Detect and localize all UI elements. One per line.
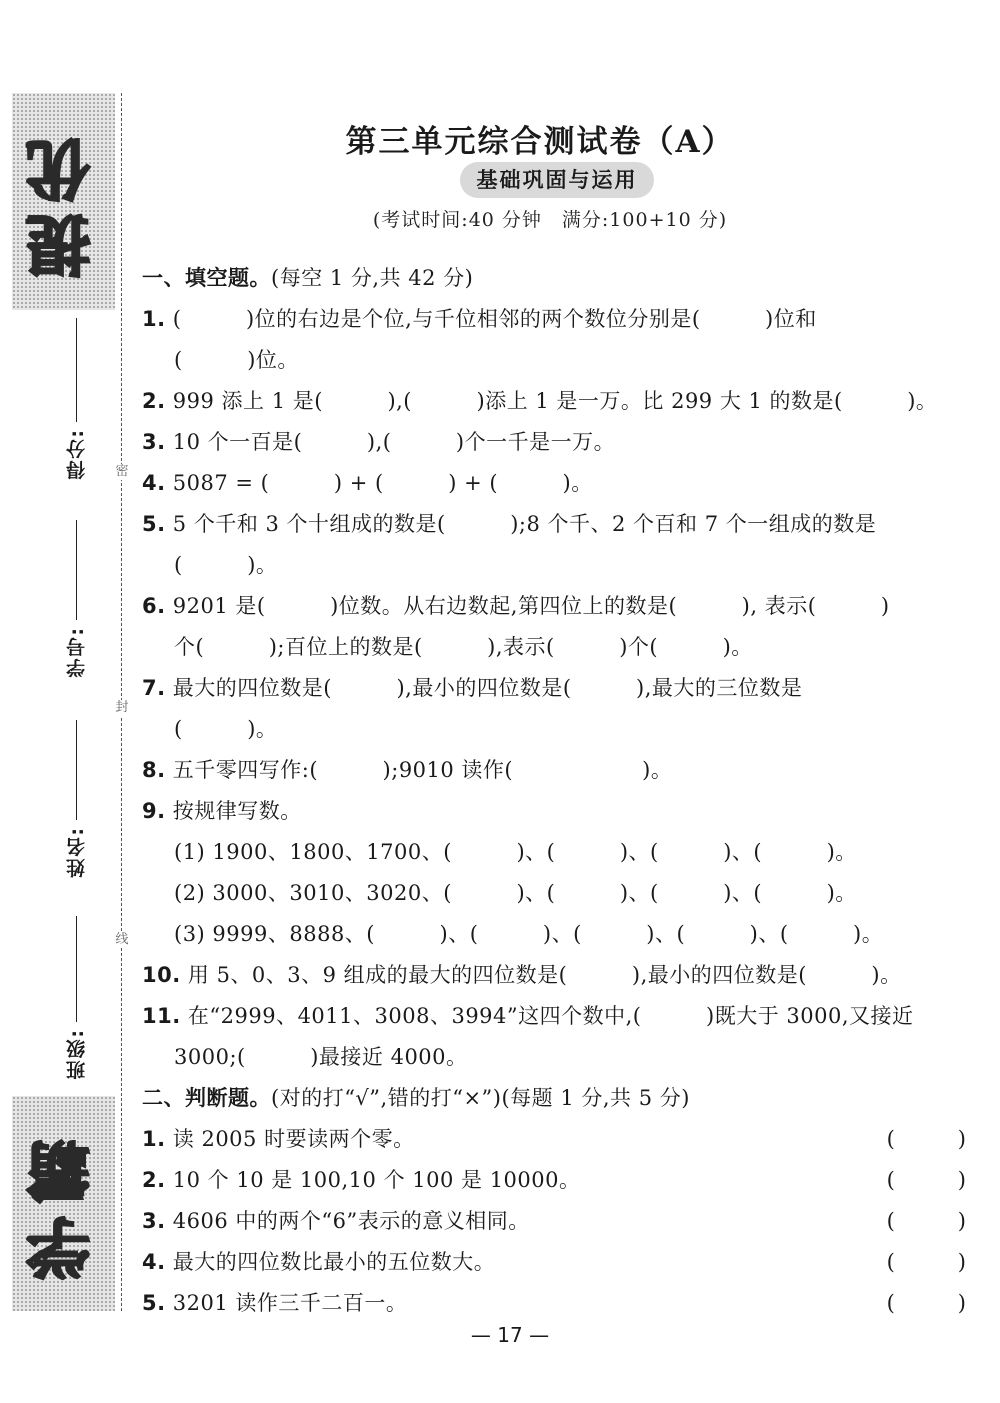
question-number: 1. [142,307,166,331]
class-blank-line [76,916,77,1022]
student-id-blank-line [76,520,77,620]
question-11 [142,996,970,1037]
question-number: 6. [142,594,166,618]
section1-title: 一、填空题。 [142,266,271,290]
page-title: 第三单元综合测试卷（A） [345,124,735,160]
score-label: 得分: [65,428,88,480]
judge-question-4 [142,1242,970,1283]
exam-meta: (考试时间:40 分钟 满分:100+10 分) [372,209,728,231]
question-number: 5. [142,512,166,536]
question-1-cont: ( )位。 [174,348,299,372]
question-5-cont: ( )。 [174,553,278,577]
question-number: 5. [142,1291,166,1315]
judge-question-1 [142,1119,970,1160]
section2-heading [142,1078,970,1119]
question-6 [142,586,970,627]
question-9-item-2: (2) 3000、3010、3020、( )、( )、( )、( )。 [174,881,857,905]
judge-question-2 [142,1160,970,1201]
banner-top-text: 提优 [26,125,101,278]
question-7-cont: ( )。 [174,717,278,741]
name-field[interactable] [58,720,94,884]
question-text: 在“2999、4011、3008、3994”这四个数中,( )既大于 3000,又接近 [187,1004,914,1028]
question-text: 10 个 10 是 100,10 个 100 是 10000。 [172,1168,581,1192]
question-text: 999 添上 1 是( ),( )添上 1 是一万。比 299 大 1 的数是( )。 [172,389,938,413]
subtitle-badge [460,162,654,198]
question-number: 2. [142,389,166,413]
student-info-column [58,318,94,1093]
student-id-label: 学号: [65,626,88,678]
section1-note: (每空 1 分,共 42 分) [271,266,474,290]
question-text: 用 5、0、3、9 组成的最大的四位数是( ),最小的四位数是( )。 [187,963,902,987]
banner-top [12,93,115,310]
judge-question-3 [142,1201,970,1242]
exam-content [142,258,970,1324]
question-number: 1. [142,1127,166,1151]
question-number: 8. [142,758,166,782]
question-3 [142,422,970,463]
question-5 [142,504,970,545]
question-number: 4. [142,1250,166,1274]
question-text: 最大的四位数比最小的五位数大。 [172,1250,496,1274]
question-text: 10 个一百是( ),( )个一千是一万。 [172,430,616,454]
seal-char-feng: 封 [115,700,129,715]
question-4 [142,463,970,504]
question-text: ( )位的右边是个位,与千位相邻的两个数位分别是( )位和 [172,307,817,331]
question-8 [142,750,970,791]
page-number: — 17 — [470,1323,550,1347]
section2-note: (对的打“√”,错的打“×”)(每题 1 分,共 5 分) [271,1086,690,1110]
name-blank-line [76,720,77,820]
question-text: 最大的四位数是( ),最小的四位数是( ),最大的三位数是 [172,676,803,700]
student-id-field[interactable] [58,520,94,684]
question-9 [142,791,970,832]
section2-title: 二、判断题。 [142,1086,271,1110]
question-text: 五千零四写作:( );9010 读作( )。 [172,758,673,782]
seal-char-mi: 密 [115,464,129,479]
answer-paren[interactable]: ( ) [886,1291,966,1315]
section1-heading [142,258,970,299]
answer-paren[interactable]: ( ) [886,1127,966,1151]
question-9-item-1: (1) 1900、1800、1700、( )、( )、( )、( )。 [174,840,857,864]
question-text: 按规律写数。 [172,799,302,823]
answer-paren[interactable]: ( ) [886,1250,966,1274]
class-label: 班级: [65,1028,88,1080]
question-6-cont: 个( );百位上的数是( ),表示( )个( )。 [174,635,753,659]
question-11-cont: 3000;( )最接近 4000。 [174,1045,468,1069]
question-number: 7. [142,676,166,700]
question-number: 11. [142,1004,181,1028]
question-2 [142,381,970,422]
question-number: 2. [142,1168,166,1192]
banner-bottom [12,1096,115,1311]
question-number: 4. [142,471,166,495]
class-field[interactable] [58,916,94,1086]
question-10 [142,955,970,996]
subtitle-text: 基础巩固与运用 [460,162,654,198]
seal-char-xian: 线 [115,932,129,947]
answer-paren[interactable]: ( ) [886,1209,966,1233]
judge-question-5 [142,1283,970,1324]
question-number: 3. [142,1209,166,1233]
name-label: 姓名: [65,826,88,878]
question-number: 3. [142,430,166,454]
question-number: 9. [142,799,166,823]
question-text: 4606 中的两个“6”表示的意义相同。 [172,1209,530,1233]
question-number: 10. [142,963,181,987]
score-blank-line [76,318,77,422]
question-text: 9201 是( )位数。从右边数起,第四位上的数是( ), 表示( ) [172,594,890,618]
question-text: 读 2005 时要读两个零。 [172,1127,415,1151]
question-7 [142,668,970,709]
answer-paren[interactable]: ( ) [886,1168,966,1192]
question-text: 5 个千和 3 个十组成的数是( );8 个千、2 个百和 7 个一组成的数是 [172,512,877,536]
question-text: 5087 = ( ) + ( ) + ( )。 [172,471,593,495]
question-text: 3201 读作三千二百一。 [172,1291,408,1315]
score-field[interactable] [58,318,94,486]
question-9-item-3: (3) 9999、8888、( )、( )、( )、( )、( )。 [174,922,884,946]
question-1 [142,299,970,340]
banner-bottom-text: 学霸 [26,1127,101,1280]
